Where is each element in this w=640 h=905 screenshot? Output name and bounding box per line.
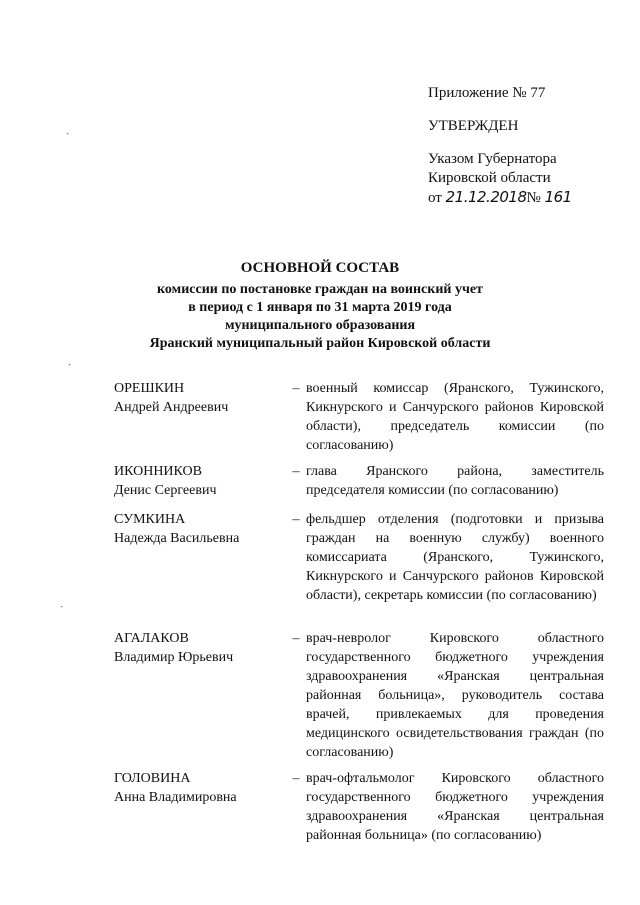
member-name: [114, 629, 286, 762]
member-dash: –: [292, 631, 300, 646]
date-prefix: от: [428, 190, 442, 206]
member-name: [114, 769, 286, 845]
member-role: фельдшер отделения (подготовки и призыва граждан на военную службу) военного комиссариата (Яранского, Тужинского, Кикнурского и Санчурского районов Кировской области), секретарь комиссии (по согласованию): [306, 512, 604, 603]
member-dash: –: [292, 464, 300, 479]
member-given-names: Анна Владимировна: [114, 790, 237, 805]
title-line-2: комиссии по постановке граждан на воинский учет: [157, 282, 483, 297]
title-line-3: в период с 1 января по 31 марта 2019 года: [188, 300, 452, 315]
member-row: [114, 510, 604, 605]
member-given-names: Надежда Васильевна: [114, 531, 240, 546]
title-line-5: Яранский муниципальный район Кировской области: [149, 336, 491, 351]
approval-block: [428, 84, 628, 208]
scan-speck: ˏ: [68, 355, 72, 366]
member-surname: ОРЕШКИН: [114, 381, 185, 396]
member-given-names: Денис Сергеевич: [114, 483, 217, 498]
member-row: [114, 769, 604, 845]
member-dash: –: [292, 381, 300, 396]
member-given-names: Владимир Юрьевич: [114, 650, 234, 665]
title-line-1: ОСНОВНОЙ СОСТАВ: [240, 260, 400, 276]
member-role: врач-невролог Кировского областного государственного бюджетного учреждения здравоохранения «Яранская центральная районная больница», руководитель состава врачей, привлекаемых для проведения медицинского освидетельствования граждан (по согласованию): [306, 631, 604, 760]
handwritten-date: 21.12.2018: [445, 188, 527, 206]
member-row: [114, 462, 604, 500]
member-surname: ГОЛОВИНА: [114, 771, 191, 786]
document-title: [0, 259, 640, 353]
approved-stamp-text: УТВЕРЖДЕН: [428, 118, 519, 134]
appendix-number: Приложение № 77: [428, 85, 546, 101]
member-role: военный комиссар (Яранского, Тужинского, Кикнурского и Санчурского районов Кировской области), председатель комиссии (по согласованию): [306, 381, 604, 453]
member-role: глава Яранского района, заместитель председателя комиссии (по согласованию): [306, 464, 604, 498]
member-dash: –: [292, 512, 300, 527]
member-surname: ИКОННИКОВ: [114, 464, 202, 479]
decree-line-2: Кировской области: [428, 170, 551, 186]
member-dash: –: [292, 771, 300, 786]
member-role: врач-офтальмолог Кировского областного государственного бюджетного учреждения здравоохранения «Яранская центральная районная больница» (по согласованию): [306, 771, 604, 843]
member-surname: АГАЛАКОВ: [114, 631, 189, 646]
decree-line-1: Указом Губернатора: [428, 151, 557, 167]
member-surname: СУМКИНА: [114, 512, 186, 527]
number-prefix: №: [526, 190, 541, 206]
member-row: [114, 629, 604, 762]
title-line-4: муниципального образования: [224, 318, 416, 333]
scan-speck: ˏ: [60, 597, 64, 608]
member-name: [114, 510, 286, 605]
decree-date-line: [428, 188, 628, 208]
member-name: [114, 379, 286, 455]
member-row: [114, 379, 604, 455]
member-name: [114, 462, 286, 500]
handwritten-number: 161: [544, 188, 572, 206]
member-given-names: Андрей Андреевич: [114, 400, 229, 415]
scan-speck: ˏ: [66, 124, 70, 135]
